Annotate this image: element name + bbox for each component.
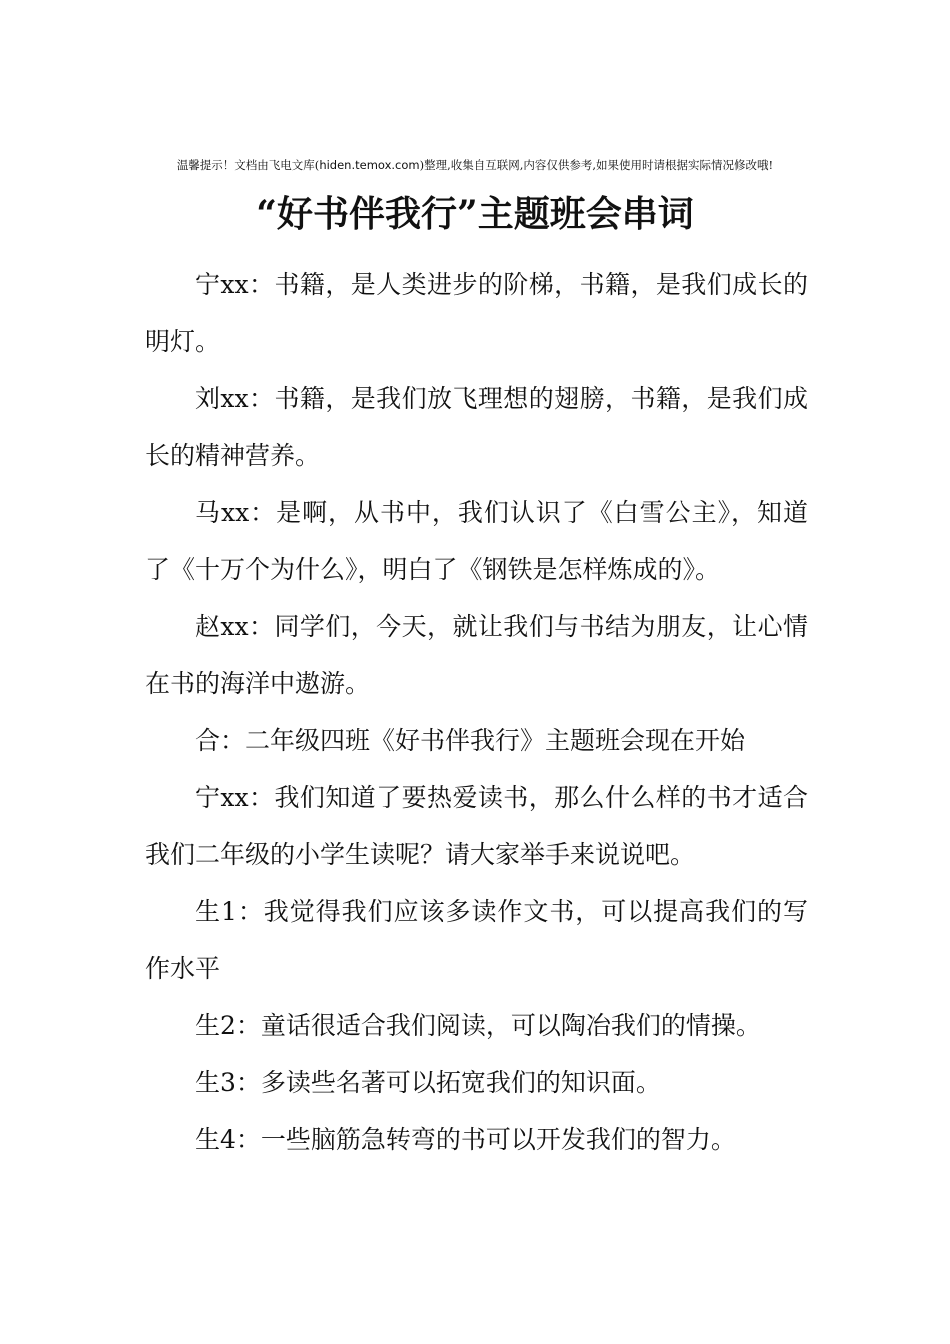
header-notice xyxy=(0,156,950,174)
paragraph: 刘xx：书籍，是我们放飞理想的翅膀，书籍，是我们成长的精神营养。 xyxy=(145,384,808,470)
paragraph: 生4：一些脑筋急转弯的书可以开发我们的智力。 xyxy=(195,1125,736,1154)
paragraph: 赵xx：同学们，今天，就让我们与书结为朋友，让心情在书的海洋中遨游。 xyxy=(145,612,808,698)
paragraph: 生2：童话很适合我们阅读，可以陶冶我们的情操。 xyxy=(195,1011,761,1040)
notice-domain: hiden.temox.com xyxy=(319,158,420,172)
paragraph: 宁xx：我们知道了要热爱读书，那么什么样的书才适合我们二年级的小学生读呢？请大家举手来说说吧。 xyxy=(145,783,808,869)
paragraph: 合：二年级四班《好书伴我行》主题班会现在开始 xyxy=(195,726,746,755)
paragraph: 生3：多读些名著可以拓宽我们的知识面。 xyxy=(195,1068,661,1097)
paragraph: 生1：我觉得我们应该多读作文书，可以提高我们的写作水平 xyxy=(145,897,808,983)
document-title: “好书伴我行”主题班会串词 xyxy=(256,193,694,235)
paragraph: 马xx：是啊，从书中，我们认识了《白雪公主》，知道了《十万个为什么》，明白了《钢铁是怎样炼成的》。 xyxy=(145,498,808,584)
document-body xyxy=(145,256,808,1168)
notice-suffix: )整理,收集自互联网,内容仅供参考,如果使用时请根据实际情况修改哦! xyxy=(419,158,774,172)
paragraph: 宁xx：书籍，是人类进步的阶梯，书籍，是我们成长的明灯。 xyxy=(145,270,808,356)
notice-prefix: 温馨提示！文档由飞电文库( xyxy=(176,158,320,172)
